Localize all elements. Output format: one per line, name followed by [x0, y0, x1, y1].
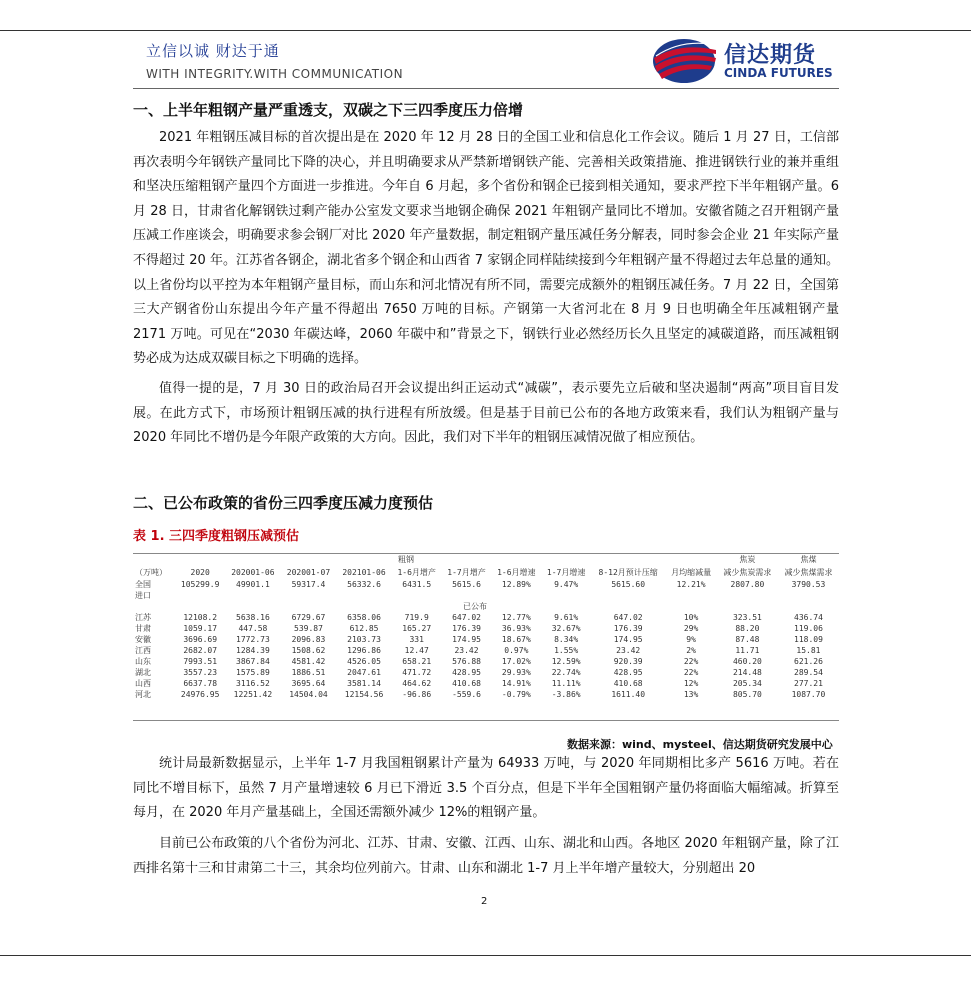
- table-cell: 14.91%: [501, 679, 531, 688]
- table-cell: 105299.9: [180, 580, 220, 589]
- table-cell: 176.39: [452, 624, 481, 633]
- table-cell: 3867.84: [236, 657, 270, 666]
- table-row: [133, 623, 839, 634]
- table-cell: 331: [409, 635, 424, 644]
- table-cell: 3696.69: [183, 635, 218, 644]
- table-cell: 49901.1: [236, 580, 270, 589]
- province-label: 河北: [135, 690, 151, 699]
- column-header: 8-12月预计压缩: [598, 568, 658, 577]
- province-label: 江苏: [135, 613, 151, 622]
- table-cell: 18.67%: [501, 635, 531, 644]
- table-cell: 1059.17: [183, 624, 218, 633]
- table-cell: 22.74%: [551, 668, 581, 677]
- table-row-national-2: [133, 590, 839, 601]
- table-cell: 9%: [686, 635, 696, 644]
- table-cell: 12.89%: [501, 580, 531, 589]
- logo-name-cn: 信达期货: [724, 43, 817, 68]
- column-header: 减少焦煤需求: [784, 568, 833, 577]
- table-cell: 176.39: [613, 624, 643, 633]
- column-header: 1-7月增产: [447, 568, 486, 577]
- province-label: 湖北: [135, 668, 151, 677]
- column-header: 减少焦炭需求: [723, 568, 772, 577]
- steel-reduction-table: [133, 553, 839, 700]
- column-header: 202001-07: [286, 568, 331, 577]
- table-cell: 13%: [683, 690, 699, 699]
- table-cell: 1508.62: [291, 646, 326, 655]
- group-header-blank: [665, 553, 717, 566]
- table-cell: 22%: [683, 668, 699, 677]
- table-cell: 7993.51: [183, 657, 218, 666]
- table-cell: 32.67%: [551, 624, 581, 633]
- table-cell: 1772.73: [236, 635, 270, 644]
- table-cell: 464.62: [402, 679, 432, 688]
- table-cell: 6431.5: [402, 580, 432, 589]
- table-cell: 323.51: [732, 613, 762, 622]
- table-cell: 15.81: [796, 646, 821, 655]
- table-cell: 12108.2: [183, 613, 218, 622]
- section-1-paragraph-1: 2021 年粗钢压减目标的首次提出是在 2020 年 12 月 28 日的全国工业和信息化工作会议。随后 1 月 27 日，工信部再次表明今年钢铁产量同比下降的决心，并且明确要求从严禁新增钢铁产能、完善相关政策措施、推进钢铁行业的兼并重组和坚决压缩粗钢产量四个方面进一步推进。今年自 6 月起，多个省份和钢企已接到相关通知，要求严控下半年粗钢产量。6 月 28 日，甘肃省化解钢铁过剩产能办公室发文要求当地钢企确保 2021 年粗钢产量同比不增加。安徽省随之召开粗钢产量压减工作座谈会，明确要求参会钢厂对比 2020 年产量数据，制定粗钢产量压减任务分解表，同时参会企业 21 年实际产量不得超过 20 年。江苏省各钢企，湖北省多个钢企和山西省 7 家钢企同样陆续接到今年粗钢产量不得超过去年总量的通知。以上省份均以平控为本年粗钢产量目标，而山东和河北情况有所不同，需要完成额外的粗钢压减任务。7 月 22 日，全国第三大产钢省份山东提出今年产量不得超出 7650 万吨的目标。产钢第一大省河北在 8 月 9 日也明确全年压减粗钢产量 2171 万吨。可见在“2030 年碳达峰，2060 年碳中和”背景之下，钢铁行业必然经历长久且坚定的减碳道路，而压减粗钢势必成为达成双碳目标之下明确的选择。: [133, 130, 839, 367]
- table-cell: 88.20: [735, 624, 760, 633]
- province-label: 江西: [135, 646, 151, 655]
- table-cell: 539.87: [294, 624, 323, 633]
- cinda-logo-icon: [650, 36, 720, 86]
- table-cell: -559.6: [452, 690, 481, 699]
- table-row: [133, 667, 839, 678]
- table-cell: 3790.53: [791, 580, 826, 589]
- table-title: 表 1. 三四季度粗钢压减预估: [133, 529, 300, 544]
- table-cell: 8.34%: [554, 635, 579, 644]
- table-cell: 5638.16: [236, 613, 270, 622]
- table-cell: 174.95: [613, 635, 643, 644]
- table-cell: 14504.04: [289, 690, 328, 699]
- table-cell: 2096.83: [291, 635, 326, 644]
- national-label: 全国: [135, 580, 151, 589]
- table-cell: 3695.64: [291, 679, 326, 688]
- province-label: 山东: [135, 657, 151, 666]
- table-subheader-row: [133, 601, 839, 612]
- logo-name-en: CINDA FUTURES: [724, 66, 833, 80]
- group-header-steel: 粗钢: [398, 555, 414, 564]
- bottom-border: [0, 955, 971, 956]
- top-border: [0, 30, 971, 31]
- table-cell: 277.21: [794, 679, 823, 688]
- table-cell: 1886.51: [291, 668, 326, 677]
- table-cell: 5615.6: [452, 580, 481, 589]
- table-cell: 10%: [683, 613, 699, 622]
- table-cell: 174.95: [452, 635, 481, 644]
- column-header: 202101-06: [342, 568, 386, 577]
- table-cell: 12.47: [404, 646, 429, 655]
- table-cell: -96.86: [402, 690, 432, 699]
- section-1-paragraph-2: 值得一提的是，7 月 30 日的政治局召开会议提出纠正运动式“减碳”，表示要先立后破和坚决遏制“两高”项目盲目发展。在此方式下，市场预计粗钢压减的执行进程有所放缓。但是基于目前已公布的各地方政策来看，我们认为粗钢产量与 2020 年同比不增仍是今年限产政策的大方向。因此，我们对下半年的粗钢压减情况做了相应预估。: [133, 381, 839, 446]
- table-cell: 428.95: [613, 668, 643, 677]
- table-cell: 471.72: [402, 668, 432, 677]
- group-header-coke: 焦炭: [739, 555, 756, 564]
- table-cell: 12251.42: [233, 690, 273, 699]
- table-cell: 6637.78: [183, 679, 218, 688]
- table-cell: 205.34: [732, 679, 762, 688]
- table-row-national: [133, 579, 839, 590]
- table-cell: 29%: [683, 624, 699, 633]
- table-cell: 87.48: [735, 635, 760, 644]
- table-cell: 29.93%: [501, 668, 531, 677]
- table-cell: 3581.14: [347, 679, 381, 688]
- table-cell: 119.06: [794, 624, 823, 633]
- table-row: [133, 656, 839, 667]
- group-header-coal: 焦煤: [800, 555, 817, 564]
- national-label-2: 进口: [135, 591, 151, 600]
- table-row: [133, 689, 839, 700]
- table-cell: 647.02: [452, 613, 481, 622]
- table-cell: 165.27: [402, 624, 432, 633]
- table-cell: 118.09: [794, 635, 823, 644]
- table-cell: 805.70: [732, 690, 762, 699]
- table-cell: 1284.39: [236, 646, 270, 655]
- table-cell: 719.9: [404, 613, 429, 622]
- column-header: 1-6月增速: [497, 568, 536, 577]
- table-row: [133, 645, 839, 656]
- province-label: 甘肃: [135, 624, 151, 633]
- column-header: 月均缩减量: [671, 568, 712, 577]
- table-cell: 460.20: [732, 657, 762, 666]
- table-cell: 920.39: [613, 657, 643, 666]
- table-cell: 59317.4: [291, 580, 326, 589]
- table-cell: 447.58: [238, 624, 268, 633]
- table-cell: 436.74: [794, 613, 823, 622]
- table-cell: 621.26: [794, 657, 823, 666]
- table-cell: 1575.89: [236, 668, 270, 677]
- table-cell: 23.42: [616, 646, 641, 655]
- table-cell: 12.59%: [551, 657, 581, 666]
- table-cell: 12.77%: [501, 613, 531, 622]
- table-cell: 9.47%: [554, 580, 579, 589]
- section-1-heading: 一、上半年粗钢产量严重透支，双碳之下三四季度压力倍增: [133, 101, 524, 119]
- table-cell: 4526.05: [347, 657, 381, 666]
- table-cell: 17.02%: [501, 657, 531, 666]
- table-cell: 3116.52: [236, 679, 270, 688]
- table-row: [133, 678, 839, 689]
- table-cell: 12%: [683, 679, 699, 688]
- table-cell: 22%: [683, 657, 699, 666]
- section-2-heading: 二、已公布政策的省份三四季度压减力度预估: [133, 494, 434, 512]
- table-cell: 2807.80: [730, 580, 765, 589]
- header-rule: [133, 88, 839, 89]
- table-cell: 428.95: [452, 668, 481, 677]
- table-cell: 1.55%: [554, 646, 579, 655]
- table-cell: 214.48: [732, 668, 762, 677]
- table-cell: 1296.86: [347, 646, 381, 655]
- table-cell: 23.42: [454, 646, 479, 655]
- table-cell: 2%: [686, 646, 696, 655]
- table-cell: 9.61%: [554, 613, 579, 622]
- header-slogan: 立信以诚 财达于通: [146, 42, 280, 60]
- page-number: 2: [481, 896, 488, 907]
- table-cell: 4581.42: [291, 657, 326, 666]
- table-subheader: 已公布: [463, 602, 487, 611]
- table-cell: 36.93%: [501, 624, 531, 633]
- table-cell: 2047.61: [347, 668, 381, 677]
- column-header: 1-6月增产: [397, 568, 436, 577]
- table-group-header-row: [133, 553, 839, 566]
- table-cell: 410.68: [613, 679, 643, 688]
- table-cell: 12.21%: [676, 580, 706, 589]
- table-cell: -0.79%: [501, 690, 531, 699]
- table-cell: -3.86%: [551, 690, 581, 699]
- table-cell: 11.11%: [551, 679, 581, 688]
- section-2-paragraph-1: 统计局最新数据显示，上半年 1-7 月我国粗钢累计产量为 64933 万吨，与 2020 年同期相比多产 5616 万吨。若在同比不增目标下，虽然 7 月产量增速较 6 月已下滑近 3.5 个百分点，但是下半年全国粗钢产量仍将面临大幅缩减。折算至每月，在 2020 年月产量基础上，全国还需额外减少 12%的粗钢产量。: [133, 756, 839, 821]
- table-cell: 658.21: [402, 657, 432, 666]
- table-cell: 12154.56: [344, 690, 384, 699]
- table-cell: 612.85: [349, 624, 379, 633]
- column-header: 1-7月增速: [546, 568, 586, 577]
- column-header: 2020: [190, 568, 210, 577]
- table-cell: 56332.6: [347, 580, 381, 589]
- table-body: [133, 612, 839, 700]
- table-row: [133, 634, 839, 645]
- table-cell: 1611.40: [611, 690, 646, 699]
- table-column-header-row: [133, 566, 839, 579]
- header-slogan-en: WITH INTEGRITY.WITH COMMUNICATION: [146, 67, 404, 81]
- table-cell: 2682.07: [183, 646, 218, 655]
- table-cell: 6729.67: [291, 613, 326, 622]
- data-source: 数据来源：wind、mysteel、信达期货研究发展中心: [567, 738, 833, 751]
- table-cell: 1087.70: [791, 690, 826, 699]
- table-cell: 5615.60: [611, 580, 646, 589]
- table-cell: 576.88: [452, 657, 481, 666]
- table-cell: 6358.06: [347, 613, 381, 622]
- column-header: 202001-06: [231, 568, 275, 577]
- table-cell: 24976.95: [180, 690, 220, 699]
- table-cell: 289.54: [794, 668, 823, 677]
- table-bottom-rule: [133, 720, 839, 721]
- province-label: 山西: [135, 679, 151, 688]
- table-row: [133, 612, 839, 623]
- table-cell: 647.02: [613, 613, 643, 622]
- table-cell: 0.97%: [504, 646, 529, 655]
- table-cell: 3557.23: [183, 668, 218, 677]
- province-label: 安徽: [135, 635, 151, 644]
- table-cell: 11.71: [735, 646, 760, 655]
- section-2-paragraph-2: 目前已公布政策的八个省份为河北、江苏、甘肃、安徽、江西、山东、湖北和山西。各地区 2020 年粗钢产量，除了江西排名第十三和甘肃第二十三，其余均位列前六。甘肃、山东和湖北 1-7 月上半年增产量较大，分别超出 20: [133, 836, 839, 876]
- table-cell: 2103.73: [347, 635, 381, 644]
- table-cell: 410.68: [452, 679, 481, 688]
- column-header: （万吨）: [135, 568, 167, 577]
